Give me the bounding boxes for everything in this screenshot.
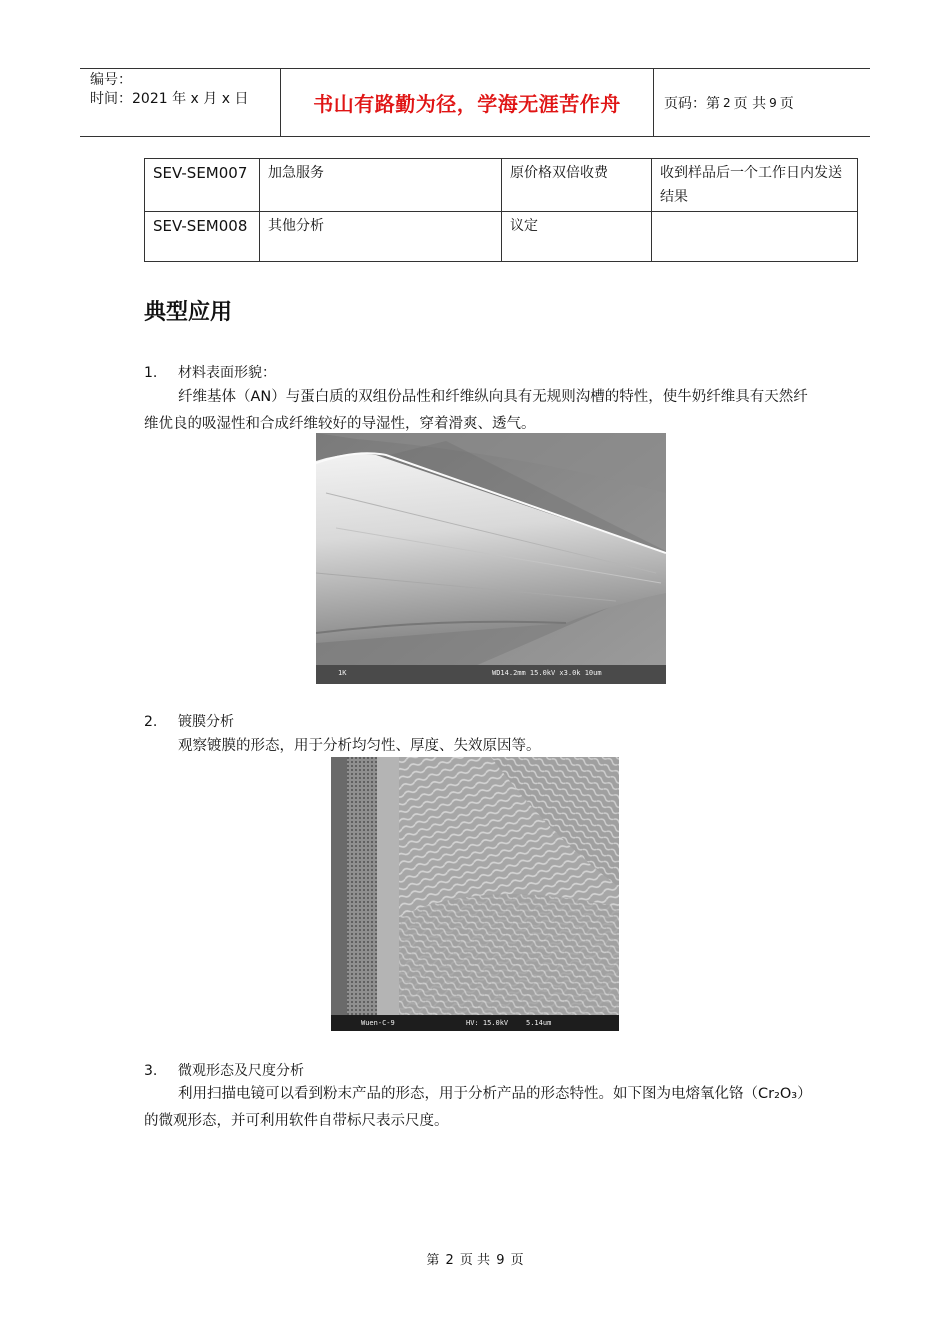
page-suffix: 页 [779,95,794,112]
list-number: 3. [144,1063,158,1079]
list-item-title [144,362,276,382]
page-prefix: 页码：第 [664,95,720,112]
footer-current: 2 [445,1253,454,1268]
list-title: 材料表面形貌： [178,365,276,381]
header-motto-cell [281,69,654,136]
page-total: 9 [769,95,777,110]
footer-prefix: 第 [426,1253,440,1268]
page-current: 2 [723,95,731,110]
cell-code: SEV-SEM007 [145,159,260,212]
image-caption-right: 5.14um [526,1019,552,1027]
list-title: 镀膜分析 [178,714,234,730]
list-item-text: 利用扫描电镜可以看到粉末产品的形态，用于分析产品的形态特性。如下图为电熔氧化铬（Cr₂O₃）的微观形态，并可利用软件自带标尺表示尺度。 [144,1086,812,1129]
cell-code: SEV-SEM008 [145,212,260,262]
table-row [145,159,858,212]
header-motto: 书山有路勤为径，学海无涯苦作舟 [313,92,621,116]
image-caption-right: WD14.2mm 15.0kV x3.0k 10um [492,669,602,677]
fiber-sem-graphic [316,433,666,684]
list-number: 2. [144,714,158,730]
coating-sem-image [331,757,619,1031]
footer-mid: 页 共 [459,1253,491,1268]
footer-total: 9 [496,1253,505,1268]
coating-sem-graphic [331,757,619,1031]
service-table [144,158,858,262]
cell-service: 加急服务 [260,159,502,212]
list-number: 1. [144,365,158,381]
image-caption-mid: HV: 15.0kV [466,1019,509,1027]
fiber-sem-image [316,433,666,684]
image-caption-left: 1K [338,669,347,677]
page-header [80,68,870,137]
list-item-text: 纤维基体（AN）与蛋白质的双组份品性和纤维纵向具有无规则沟槽的特性，使牛奶纤维具有天然纤维优良的吸湿性和合成纤维较好的导湿性，穿着滑爽、透气。 [144,389,808,432]
cell-price: 原价格双倍收费 [502,159,652,212]
section-title: 典型应用 [144,300,233,325]
list-item-title [144,711,234,731]
serial-label: 编号： [90,72,132,88]
cell-note: 收到样品后一个工作日内发送结果 [652,159,858,212]
header-meta [80,69,281,136]
list-item-text: 观察镀膜的形态，用于分析均匀性、厚度、失效原因等。 [178,738,541,754]
list-item-title [144,1060,304,1080]
cell-price: 议定 [502,212,652,262]
cell-note [652,212,858,262]
date-label: 时间：2021 年 x 月 x 日 [90,91,249,107]
footer-suffix: 页 [510,1253,524,1268]
table-row [145,212,858,262]
image-caption-left: Wuen-C-9 [361,1019,395,1027]
page-mid: 页 共 [733,95,767,112]
list-title: 微观形态及尺度分析 [178,1063,304,1079]
header-page-number [654,69,870,136]
page-footer [0,1249,950,1268]
cell-service: 其他分析 [260,212,502,262]
